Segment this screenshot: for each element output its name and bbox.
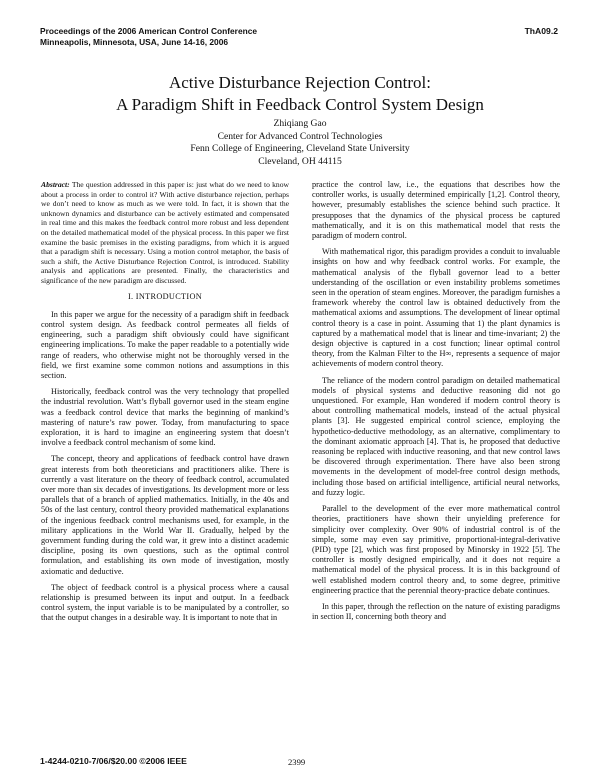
- author-name: Zhiqiang Gao: [273, 118, 327, 129]
- left-column: [41, 180, 289, 630]
- conference-header: [40, 26, 257, 48]
- footer-isbn: 1-4244-0210-7/06/$20.00 ©2006 IEEE: [40, 756, 187, 766]
- left-paragraph: The concept, theory and applications of feedback control have drawn great interests from both theoreticians and practitioners alike. There is currently a vast literature on the theory of feedback control, accumulated over more than six decades of investigations. Its development more or less parallels that of a branch of applied mathematics. Initially, in the 40s and 50s of the last century, control theory provided mathematical explanations of the ingenious feedback control mechanisms used, for example, in the military applications in the World War II. Gradually, helped by the government funding during the cold war, it grew into a distinct academic discipline, posing its own questions, such as the optimal control formulation, and establishing its own mode of investigation, mostly axiomatic and deductive.: [41, 454, 289, 576]
- title-line-1: Active Disturbance Rejection Control:: [168, 73, 431, 92]
- author-city: Cleveland, OH 44115: [258, 155, 342, 167]
- left-paragraph: In this paper we argue for the necessity of a paradigm shift in feedback control system design. As feedback control permeates all fields of engineering, such a paradigm shift obviously could have significant engineering implications. To make the paper readable to a potentially wide range of readers, who otherwise might not be thoroughly versed in the field, we first examine some common notions and assumptions in this section.: [41, 309, 289, 380]
- abstract: [41, 180, 289, 286]
- right-column: [312, 180, 560, 628]
- right-paragraph: In this paper, through the reflection on the nature of existing paradigms in section II, concerning both theory and: [312, 601, 560, 622]
- abstract-label: Abstract:: [41, 180, 70, 189]
- left-paragraph: The object of feedback control is a physical process where a causal relationship is presumed between its input and output. In a feedback control system, the input variable is to be manipulated by a controller, so that the output changes in a desirable way. It is important to note that in: [41, 582, 289, 623]
- title-line-2: A Paradigm Shift in Feedback Control System Design: [116, 95, 484, 114]
- section-heading-introduction: I. INTRODUCTION: [127, 291, 203, 301]
- author-block: [0, 118, 600, 168]
- abstract-text: The question addressed in this paper is: just what do we need to know about a process in order to control it? With active disturbance rejection, perhaps we don’t need to know as much as we were told. In fact, it is shown that the unknown dynamics and disturbance can be actively estimated and compensated in real time and this makes the feedback control more robust and less dependent on the detailed mathematical model of the physical process. In this paper we first examine the basic premises in the existing paradigms, from which it is argued that a paradigm shift is necessary. Using a motion control metaphor, the basis of such a shift, the Active Disturbance Rejection Control, is introduced. Stability analysis and applications are presented. Finally, the characteristics and significance of the new paradigm are discussed.: [41, 180, 290, 285]
- conference-line-2: Minneapolis, Minnesota, USA, June 14-16, 2006: [40, 37, 229, 47]
- author-center: Center for Advanced Control Technologies: [217, 130, 383, 142]
- author-college: Fenn College of Engineering, Cleveland State University: [190, 143, 410, 154]
- page-number: 2399: [288, 757, 306, 767]
- left-paragraph: Historically, feedback control was the very technology that propelled the industrial revolution. Watt’s flyball governor used in the steam engine was a feedback control device that marks the beginning of mankind’s mastering of nature’s raw power. Today, from manufacturing to space exploration, it is hard to imagine an engineering system that doesn’t involve a feedback control mechanism of some kind.: [41, 387, 289, 448]
- right-paragraph: With mathematical rigor, this paradigm provides a conduit to invaluable insights on how and why feedback control works. For example, the mathematical analysis of the flyball governor lead to a better understanding of the oscillation or even instability problems sometimes seen in the operation of steam engines. Moreover, the paradigm furnishes a framework whereby the control law is obtained deductively from the mathematical axioms and assumptions. The development of linear optimal control theory is a case in point. Assuming that 1) the plant dynamics is captured by a mathematical model that is linear and time-invariant; 2) the design objective is captured in a cost function; linear optimal control theory, from the Kalman Filter to the H∞, represents a sequence of major achievements of modern control theory.: [312, 247, 560, 369]
- right-paragraph: The reliance of the modern control paradigm on detailed mathematical models of physical systems and deductive reasoning did not go unquestioned. For example, Han wondered if modern control theory is about controlling mathematical models, instead of the actual physical plants [3]. He suggested empirical control science, employing the hypothetico-deductive methodology, as an alternative, complimentary to the dominant axiomatic approach [4]. That is, he proposed that deductive reasoning be replaced with inductive reasoning, and that new control laws be discovered through experimentation. There have also been strong movements in the development of model-free control design methods, including those based on artificial intelligence, artificial neural networks, and fuzzy logic.: [312, 375, 560, 497]
- right-paragraph: practice the control law, i.e., the equations that describes how the controller works, is usually determined empirically [1,2]. Control theory, however, presumably establishes the science behind such practice. It presupposes that the dynamics of the physical process be captured mathematically, and it is on this mathematical model that rests the paradigm of modern control.: [312, 180, 560, 241]
- right-paragraph: Parallel to the development of the ever more mathematical control theories, practitioners have shown their unyielding preference for simplicity over complexity. Over 90% of industrial control is of the simple, some may even say primitive, proportional-integral-derivative (PID) type [2], which was first proposed by Minorsky in 1922 [5]. The controller is mostly designed empirically, and it does not require a mathematical model of the physical process. It is in this background of well established modern control theory and, to some degree, primitive engineering practice that the perennial theory-practice debate continues.: [312, 504, 560, 595]
- conference-line-1: Proceedings of the 2006 American Control Conference: [40, 26, 258, 36]
- paper-id: ThA09.2: [524, 26, 558, 36]
